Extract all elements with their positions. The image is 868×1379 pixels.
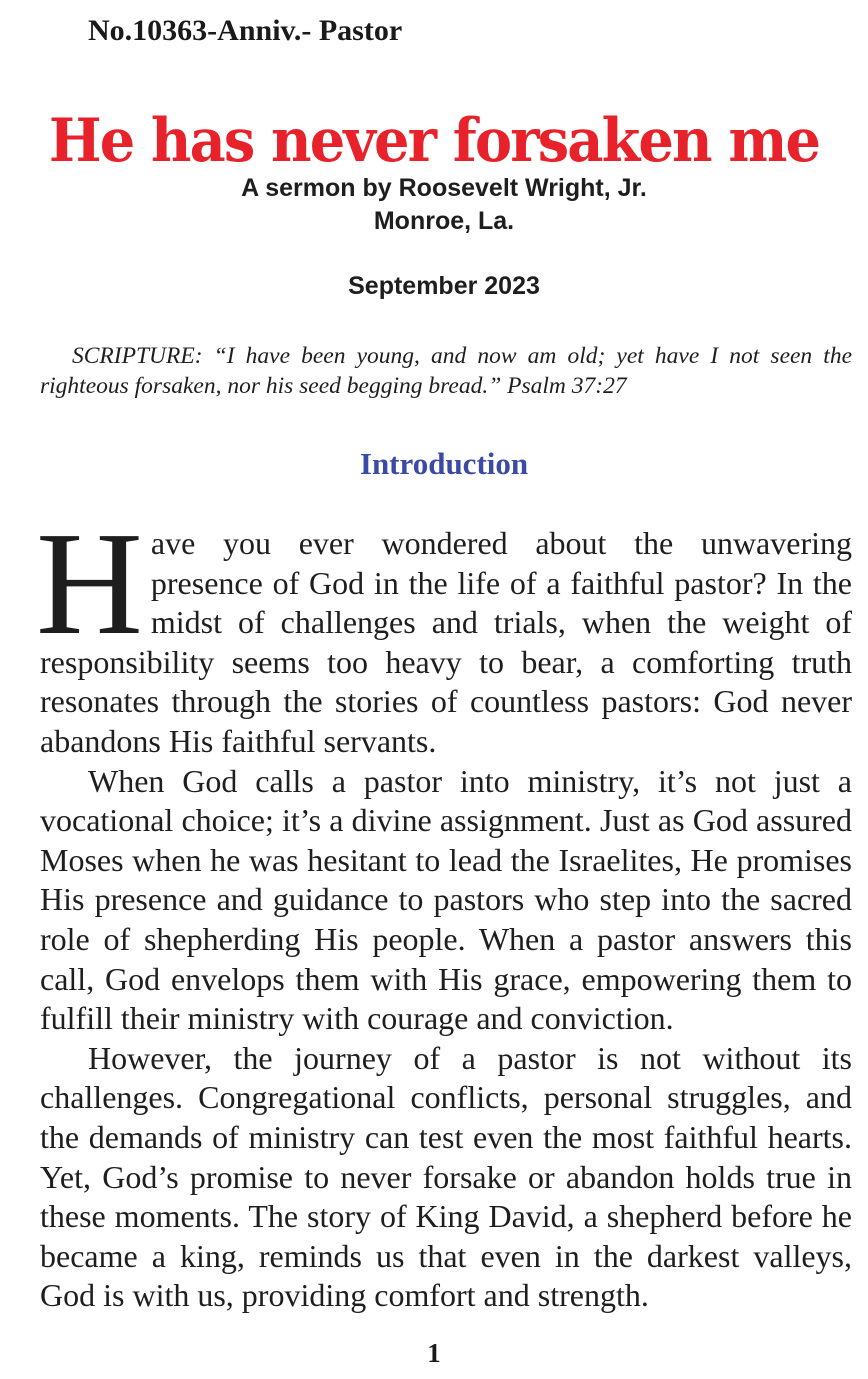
page-number: 1 [427, 1338, 441, 1368]
document-number: No.10363-Anniv.- Pastor [88, 14, 403, 47]
location-line: Monroe, La. [373, 207, 515, 235]
author-line: A sermon by Roosevelt Wright, Jr. [241, 174, 647, 202]
drop-cap: H [36, 502, 143, 666]
paragraph-2: When God calls a pastor into ministry, it’s not just a vocational choice; it’s a divine assignment. Just as God assured Moses when he was hesitant to lead the Israelites, He promises His presence and guidance to pastors who step into the sacred role of shepherding His people. When a pastor answers this call, God envelops them with His grace, empowering them to fulfill their ministry with courage and conviction. [40, 762, 852, 1037]
body-text [36, 502, 852, 1316]
section-heading: Introduction [359, 446, 529, 481]
paragraph-1-text: ave you ever wondered about the unwavering presence of God in the life of a faithful pastor? In the midst of challenges and trials, when the weight of responsibility seems too heavy to bear, a comforting truth resonates through the stories of countless pastors: God never abandons His faithful servants. [40, 525, 852, 759]
date-line: September 2023 [348, 272, 540, 300]
paragraph-3: However, the journey of a pastor is not without its challenges. Congregational conflicts, personal struggles, and the demands of ministry can test even the most faithful hearts. Yet, God’s promise to never forsake or abandon holds true in these moments. The story of King David, a shepherd before he became a king, reminds us that even in the darkest valleys, God is with us, providing comfort and strength. [40, 1039, 852, 1314]
sermon-title: He has never forsaken me [48, 106, 820, 176]
scripture-quote: SCRIPTURE: “I have been young, and now am old; yet have I not seen the righteous forsaken, nor his seed begging bread.” Psalm 37:27 [40, 343, 852, 399]
paragraph-1 [36, 502, 852, 762]
